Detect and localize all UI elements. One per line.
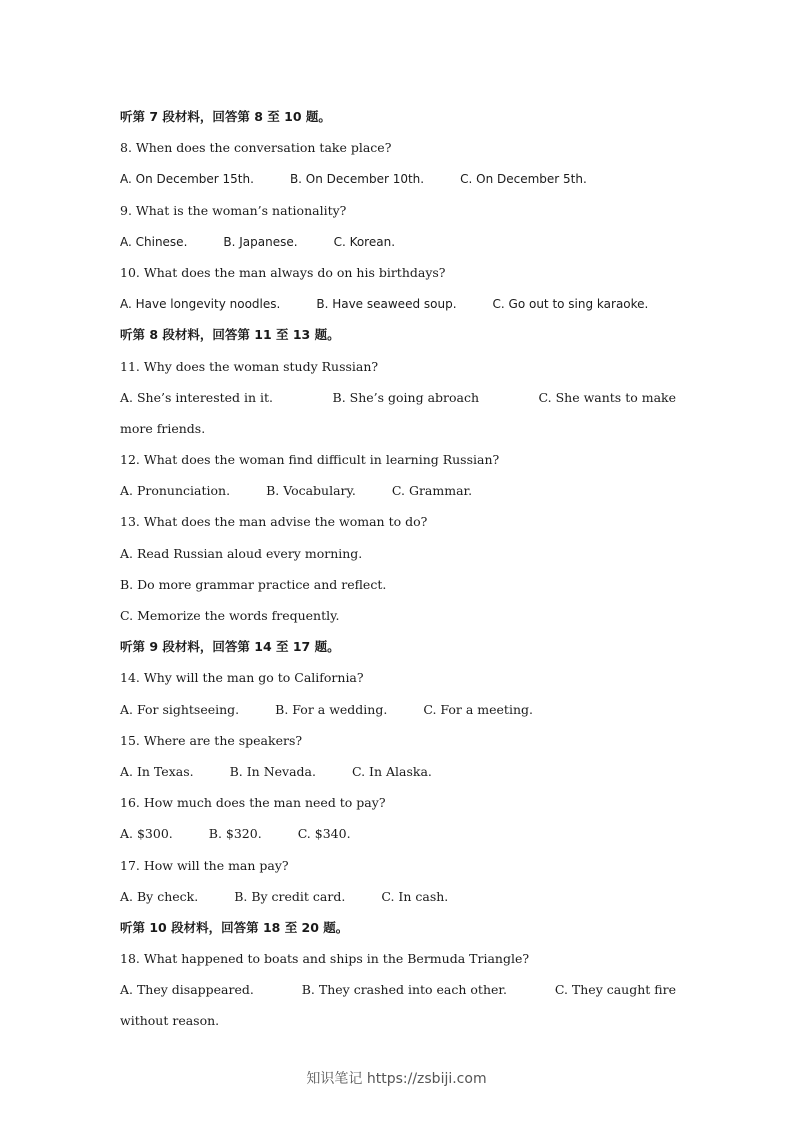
option-8-b: B. On December 10th. [289, 172, 425, 187]
option-14-a: A. For sightseeing. [120, 701, 240, 717]
option-17-b: B. By credit card. [234, 888, 346, 904]
options-15 [120, 756, 690, 787]
option-12-a: A. Pronunciation. [120, 483, 231, 499]
options-11 [120, 382, 676, 413]
options-9 [120, 226, 690, 257]
option-11-b: B. She’s going abroach [332, 389, 480, 405]
options-12 [120, 475, 690, 506]
option-15-c: C. In Alaska. [351, 763, 432, 779]
option-18-c-continuation: without reason. [120, 1013, 220, 1029]
options-16 [120, 818, 690, 849]
options-10 [120, 288, 690, 319]
option-14-c: C. For a meeting. [423, 701, 533, 717]
option-15-a: A. In Texas. [120, 763, 194, 779]
option-8-c: C. On December 5th. [460, 172, 587, 187]
option-14-b: B. For a wedding. [275, 701, 388, 717]
option-17-a: A. By check. [120, 888, 199, 904]
option-9-a: A. Chinese. [120, 234, 188, 249]
options-17 [120, 881, 690, 912]
question-14: 14. Why will the man go to California? [120, 670, 364, 686]
question-9: 9. What is the woman’s nationality? [120, 202, 347, 218]
option-18-c: C. They caught fire [554, 982, 676, 998]
section-heading-10: 听第 10 段材料，回答第 18 至 20 题。 [120, 919, 349, 935]
option-10-a: A. Have longevity noodles. [120, 297, 281, 312]
option-9-c: C. Korean. [333, 234, 396, 249]
question-8: 8. When does the conversation take place? [120, 140, 392, 156]
question-13: 13. What does the man advise the woman to do? [120, 514, 428, 530]
question-16: 16. How much does the man need to pay? [120, 795, 386, 811]
site-watermark: 知识笔记 https://zsbiji.com [306, 1071, 487, 1087]
option-18-b: B. They crashed into each other. [301, 982, 507, 998]
option-13-a: A. Read Russian aloud every morning. [120, 545, 363, 561]
question-17: 17. How will the man pay? [120, 857, 289, 873]
question-18: 18. What happened to boats and ships in the Bermuda Triangle? [120, 951, 530, 967]
option-12-b: B. Vocabulary. [266, 483, 356, 499]
option-10-c: C. Go out to sing karaoke. [492, 297, 649, 312]
option-16-c: C. $340. [297, 826, 351, 842]
option-10-b: B. Have seaweed soup. [316, 297, 457, 312]
question-11: 11. Why does the woman study Russian? [120, 358, 379, 374]
option-16-a: A. $300. [120, 826, 173, 842]
option-11-c-continuation: more friends. [120, 420, 206, 436]
question-15: 15. Where are the speakers? [120, 732, 303, 748]
options-14 [120, 694, 690, 725]
question-10: 10. What does the man always do on his birthdays? [120, 264, 446, 280]
option-11-c: C. She wants to make [538, 389, 676, 405]
options-18 [120, 974, 676, 1005]
option-9-b: B. Japanese. [223, 234, 298, 249]
exam-page [120, 101, 690, 1037]
option-13-c: C. Memorize the words frequently. [120, 608, 340, 623]
section-heading-8: 听第 8 段材料，回答第 11 至 13 题。 [120, 327, 340, 343]
option-13-b: B. Do more grammar practice and reflect. [120, 576, 387, 592]
option-17-c: C. In cash. [381, 888, 449, 904]
option-15-b: B. In Nevada. [229, 763, 316, 779]
option-12-c: C. Grammar. [391, 483, 473, 499]
option-18-a: A. They disappeared. [120, 982, 254, 998]
section-heading-9: 听第 9 段材料，回答第 14 至 17 题。 [120, 639, 340, 655]
option-11-a: A. She’s interested in it. [120, 389, 274, 405]
options-8 [120, 163, 690, 194]
option-16-b: B. $320. [208, 826, 262, 842]
question-12: 12. What does the woman find difficult in learning Russian? [120, 452, 500, 468]
section-heading-7: 听第 7 段材料，回答第 8 至 10 题。 [120, 109, 331, 124]
option-8-a: A. On December 15th. [120, 172, 254, 187]
